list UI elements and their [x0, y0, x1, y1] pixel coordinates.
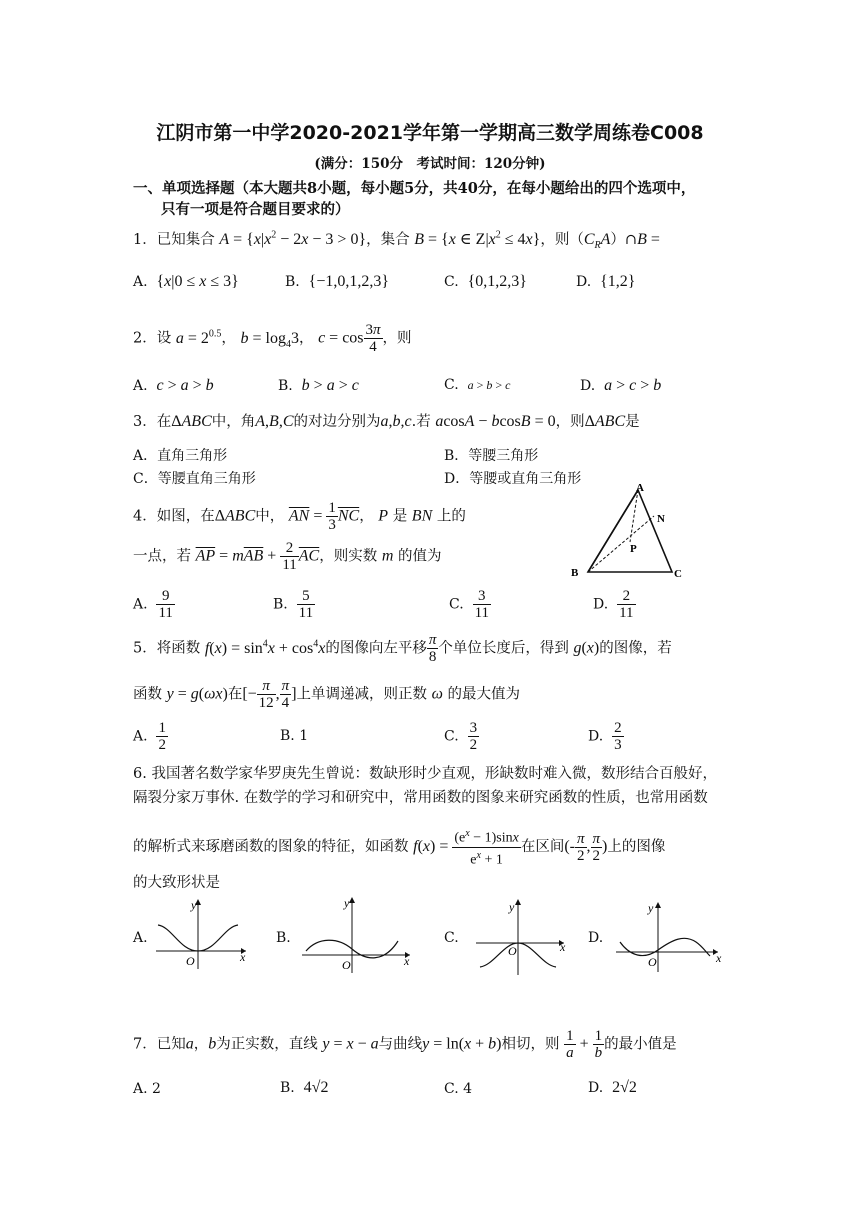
graph-b-origin-label: O [342, 958, 351, 972]
graph-c [472, 895, 572, 977]
q4-option-b: B. $\frac{5}{11}$ [273, 588, 314, 621]
graph-a-origin-label: O [186, 954, 195, 968]
q1-option-a: A. {x|0 ≤ x ≤ 3} [133, 273, 239, 290]
q1-option-b: B. {−1,0,1,2,3} [285, 273, 390, 290]
question-6-line4: 的大致形状是 [133, 875, 220, 891]
question-4-line1: 4．如图，在ΔABC中， $\overline{AN}$ = $\frac{1}{3}$ $\overline{NC}$， P 是 BN 上的 [133, 500, 466, 533]
q3-option-c: C．等腰直角三角形 [133, 471, 256, 487]
q1-option-d: D. {1,2} [576, 273, 636, 290]
fig-label-c: C [674, 568, 682, 580]
q6-option-c: C. [444, 930, 459, 946]
triangle-figure [560, 480, 700, 580]
graph-c-x-label: x [560, 940, 566, 954]
q4-option-d: D. $\frac{2}{11}$ [593, 588, 634, 621]
graph-d-x-label: x [716, 951, 722, 965]
graph-a-y-label: y [191, 898, 197, 912]
question-5-line2: 函数 y = g(ωx)在[− $\frac{\pi}{12}$ , $\frac{\pi}{4}$ ]上单调递减，则正数 ω 的最大值为 [133, 678, 521, 711]
page-subtitle: (满分：150分 考试时间：120分钟) [314, 156, 546, 172]
q3-option-a: A．直角三角形 [133, 448, 228, 464]
q7-option-a: A. 2 [133, 1081, 161, 1097]
q3-option-b: B．等腰三角形 [444, 448, 539, 464]
graph-c-y-label: y [509, 900, 515, 914]
q5-option-d: D. $\frac{2}{3}$ [588, 720, 622, 753]
question-3: 3．在ΔABC中，角A,B,C的对边分别为a,b,c.若 acosA − bcosB = 0，则ΔABC是 [133, 413, 640, 430]
question-6-line2: 隔裂分家万事休. 在数学的学习和研究中，常用函数的图象来研究函数的性质，也常用函数 [133, 790, 708, 806]
q2-option-b: B. b > a > c [278, 377, 359, 394]
q4-option-a: A. $\frac{9}{11}$ [133, 588, 173, 621]
question-6-line3: 的解析式来琢磨函数的图象的特征，如函数 f(x) = $\frac{(e^x - 1)\sin x}{e^x + 1}$ 在区间(- $\frac{\pi}{2}$ , $\frac{\pi}{2}$ )上的图像 [133, 828, 666, 868]
question-5-line1: 5．将函数 $f(x) = \sin^4x + \cos^4x$的图像向左平移 $\frac{\pi}{8}$ 个单位长度后，得到 g(x)的图像，若 [133, 632, 672, 665]
graph-b [298, 893, 418, 975]
graph-b-y-label: y [344, 896, 350, 910]
fig-label-p: P [630, 543, 637, 555]
question-1: 1．已知集合 $A = \{x|x^2 - 2x - 3 > 0\}$，集合 B = {x ∈ $Z|x^2 \le 4x$}，则$(C_RA)\cap B$ = [133, 229, 660, 252]
question-7: 7．已知a，b为正实数，直线 y = x − a与曲线y = ln(x + b)相切，则 $\frac{1}{a}$ + $\frac{1}{b}$ 的最小值是 [133, 1028, 677, 1061]
q2-option-a: A. c > a > b [133, 377, 214, 394]
q6-option-a: A. [133, 930, 148, 946]
q5-option-b: B. 1 [280, 728, 309, 744]
q2-option-d: D. a > c > b [580, 377, 662, 394]
section-heading-cont: 只有一项是符合题目要求的） [161, 201, 350, 218]
question-4-line2: 一点，若 $\overline{AP} = m\overline{AB}$ + $\frac{2}{11}$ $\overline{AC}$，则实数 m 的值为 [133, 540, 442, 573]
graph-d-y-label: y [648, 901, 654, 915]
graph-a [152, 895, 252, 973]
q3-option-d: D．等腰或直角三角形 [444, 471, 582, 487]
q7-option-d: D. 2√2 [588, 1079, 637, 1096]
fig-label-n: N [657, 513, 665, 525]
graph-d-origin-label: O [648, 955, 657, 969]
q5-option-a: A. $\frac{1}{2}$ [133, 720, 166, 753]
graph-b-x-label: x [404, 954, 410, 968]
q7-option-c: C. 4 [444, 1081, 473, 1097]
q7-option-b: B. 4√2 [280, 1079, 329, 1096]
q4-option-c: C. $\frac{3}{11}$ [449, 588, 490, 621]
q5-option-c: C. $\frac{3}{2}$ [444, 720, 478, 753]
q6-option-b: B. [276, 930, 291, 946]
graph-a-x-label: x [240, 950, 246, 964]
page-title: 江阴市第一中学2020-2021学年第一学期高三数学周练卷C008 [156, 122, 704, 144]
q6-option-d: D. [588, 930, 604, 946]
fig-label-a: A [636, 482, 644, 494]
graph-d [612, 898, 728, 974]
question-2: 2．设 $a = 2^{0.5}$， $b = \log_43$， c = cos $\frac{3\pi}{4}$ ，则 [133, 322, 412, 355]
q2-option-c: C. a > b > c [444, 377, 511, 393]
q1-option-c: C. {0,1,2,3} [444, 273, 527, 290]
question-6-line1: 6. 我国著名数学家华罗庚先生曾说：数缺形时少直观，形缺数时难入微，数形结合百般好， [133, 766, 717, 782]
graph-c-origin-label: O [508, 944, 517, 958]
section-heading: 一、单项选择题（本大题共8小题，每小题5分，共40分，在每小题给出的四个选项中， [133, 180, 696, 197]
fig-label-b: B [571, 567, 579, 579]
